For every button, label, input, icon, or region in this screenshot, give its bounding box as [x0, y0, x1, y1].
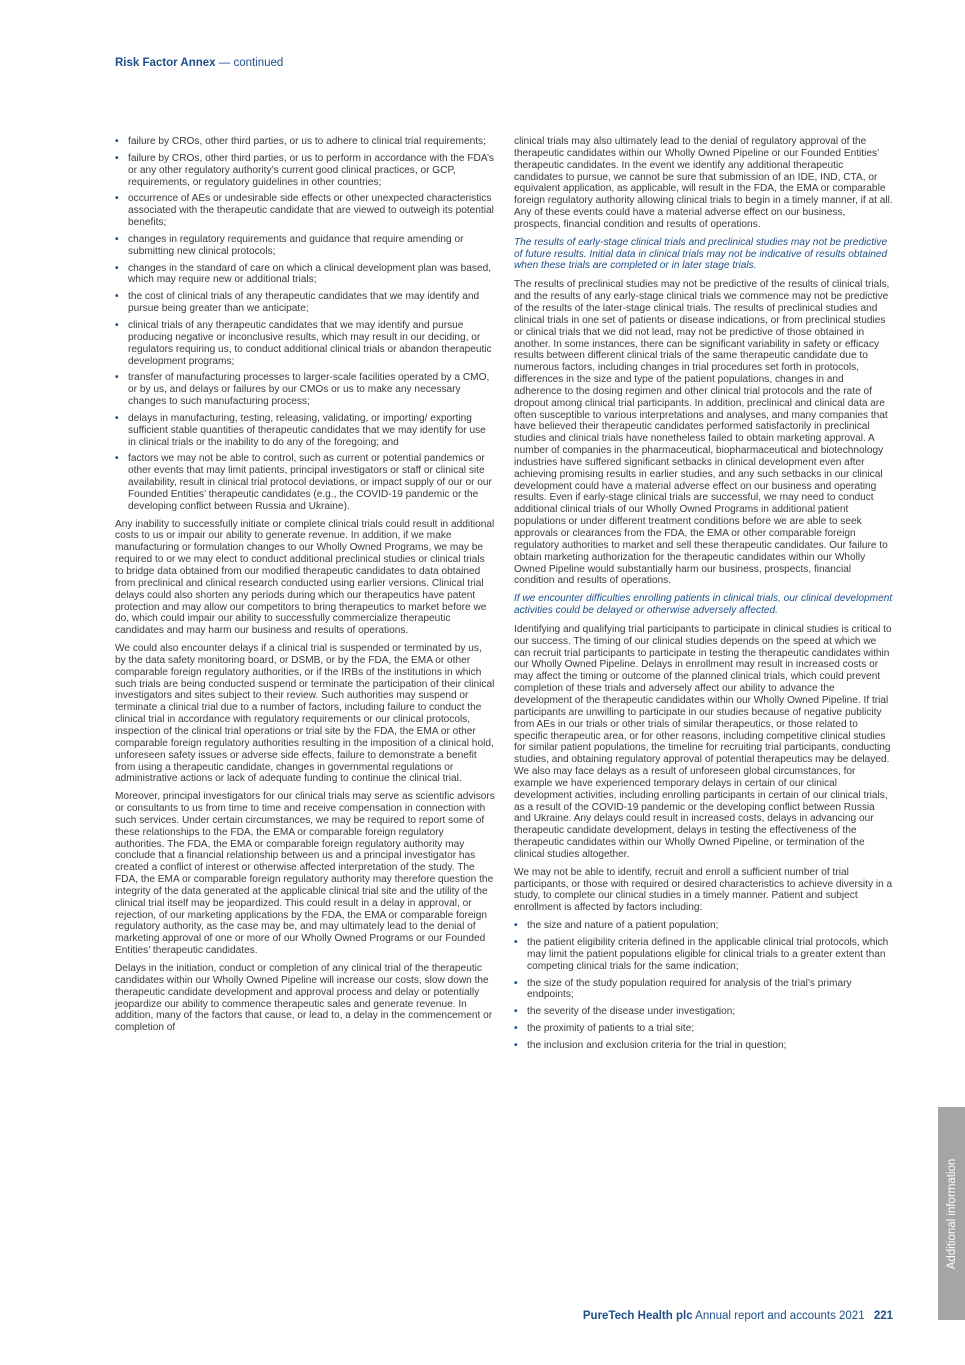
paragraph: The results of preclinical studies may not be predictive of the results of clinical trials, and the results of any early-stage clinical trials we commence may not be predictive of the results of the later-stage clinical trials. The results of preclinical studies and clinical trials in one set of patients or disease indications, or from preclinical studies or clinical trials that we did not lead, may not be predictive of those obtained in another. In some instances, there can be significant variability in safety or efficacy results between different clinical trials of the same therapeutic candidate due to numerous factors, including changes in trial procedures set forth in protocols, differences in the size and type of the patient populations, changes in and adherence to the dosing regimen and other clinical trial protocols and the rate of dropout among clinical trial participants. In addition, preclinical and clinical data are often susceptible to various interpretations and analyses, and many companies that have believed their therapeutic candidates performed satisfactorily in preclinical studies and clinical trials have nonetheless failed to obtain marketing approval. A number of companies in the pharmaceutical, biopharmaceutical and biotechnology industries have suffered significant setbacks in clinical development even after achieving promising results in earlier studies, and any such setbacks in our clinical development could have a material adverse effect on our business and operating results. Even if early-stage clinical trials are successful, we may need to conduct additional clinical trials of our Wholly Owned Programs in additional patient populations or under different treatment conditions before we are able to seek approvals or clearances from the FDA, the EMA or other comparable foreign regulatory authorities to market and sell these therapeutic candidates. Our failure to obtain marketing authorization for the therapeutic candidates within our Wholly Owned Pipeline would substantially harm our business, prospects, financial condition and results of operations.	[514, 279, 890, 587]
subheading: The results of early-stage clinical trials and preclinical studies may not be predictive of future results. Initial data in clinical trials may not be indicative of results obtained when these trials are completed or in later stage trials.	[514, 236, 888, 272]
list-item: • failure by CROs, other third parties, or us to perform in accordance with the FDA’s or any other regulatory authority’s current good clinical practices, or GCP, requirements, or regulatory guidelines in other countries;	[115, 153, 495, 189]
list-item: • transfer of manufacturing processes to larger-scale facilities operated by a CMO, or by us, and delays or failures by our CMOs or us to make any necessary changes to such manufacturing process;	[115, 372, 495, 408]
list-item: • occurrence of AEs or undesirable side effects or other unexpected characteristics associated with the therapeutic candidate that are viewed to outweigh its potential benefits;	[115, 193, 495, 229]
bullet-list-enrollment	[514, 920, 894, 1052]
section-title: Risk Factor Annex	[115, 57, 216, 69]
paragraph: Delays in the initiation, conduct or completion of any clinical trial of the therapeutic candidates within our Wholly Owned Pipeline will increase our costs, slow down the therapeutic candidate development and approval process and delay or potentially jeopardize our ability to commence therapeutic sales and generate revenue. In addition, many of the factors that cause, or lead to, a delay in the commencement or completion of	[115, 963, 493, 1034]
list-item: • the proximity of patients to a trial site;	[514, 1023, 894, 1035]
bullet-list-top	[115, 136, 495, 513]
paragraph: Identifying and qualifying trial participants to participate in clinical studies is critical to our success. The timing of our clinical studies depends on the speed at which we can recruit trial participants to participate in testing the therapeutic candidates within our Wholly Owned Pipeline. Delays in enrollment may result in increased costs or may affect the timing or outcome of the planned clinical trials, which could prevent completion of these trials and adversely affect our ability to advance the development of the therapeutic candidates within our Wholly Owned Pipeline. If trial participants are unwilling to participate in our studies because of negative publicity from AEs in our trials or other trials of similar therapeutics, or those related to specific therapeutic area, or for other reasons, including competitive clinical studies for similar patient populations, the timeline for recruiting trial participants, conducting studies, and obtaining regulatory approval of potential therapeutics may be delayed. We also may face delays as a result of unforeseen global circumstances, for example we have experienced temporary delays in certain of our clinical development activities, including enrolling participants in certain of our clinical trials, as a result of the COVID-19 pandemic or the developing conflict between Russia and Ukraine. Any delays could result in increased costs, delays in advancing our therapeutic candidate development, delays in testing the effectiveness of the therapeutic candidates within our Wholly Owned Pipeline, or termination of the clinical studies altogether.	[514, 623, 892, 860]
list-item: • factors we may not be able to control, such as current or potential pandemics or other events that may limit patients, principal investigators or staff or clinical site availability, result in clinical trial protocol deviations, or impact supply of our or our Founded Entities’ therapeutic candidates (e.g., the COVID-19 pandemic or the developing conflict between Russia and Ukraine).	[115, 453, 495, 512]
page-footer	[583, 1310, 893, 1322]
list-item: • the inclusion and exclusion criteria for the trial in question;	[514, 1040, 894, 1052]
report-title: Annual report and accounts 2021	[695, 1310, 865, 1322]
list-item: • clinical trials of any therapeutic candidates that we may identify and pursue producing negative or inconclusive results, which may result in our deciding, or regulators requiring us, to conduct additional clinical trials or abandon therapeutic development programs;	[115, 320, 495, 367]
list-item: • delays in manufacturing, testing, releasing, validating, or importing/ exporting sufficient stable quantities of therapeutic candidates that we may identify for use in clinical trials or the inability to do any of the foregoing; and	[115, 413, 495, 449]
paragraph: Any inability to successfully initiate or complete clinical trials could result in additional costs to us or impair our ability to generate revenue. In addition, if we make manufacturing or formulation changes to our Wholly Owned Programs, we may be required to or we may elect to conduct additional preclinical studies or clinical trials to bridge data obtained from our modified therapeutic candidates to data obtained from preclinical and clinical research conducted using earlier versions. Clinical trial delays could also shorten any periods during which our therapeutics have patent protection and may allow our competitors to bring therapeutics to market before we do, which could impair our ability to successfully commercialize therapeutic candidates and may harm our business and results of operations.	[115, 518, 495, 637]
list-item: • the patient eligibility criteria defined in the applicable clinical trial protocols, which may limit the patient populations eligible for clinical trials to a greater extent than competing clinical trials for the same indication;	[514, 937, 894, 973]
section-side-tab	[938, 1107, 965, 1320]
paragraph: clinical trials may also ultimately lead to the denial of regulatory approval of the therapeutic candidates within our Wholly Owned Pipeline or our Founded Entities’ therapeutic candidates. In the event we identify any additional therapeutic candidates to pursue, we cannot be sure that submission of an IDE, IND, CTA, or equivalent application, as applicable, will result in the FDA, the EMA or comparable foreign regulatory authority allowing clinical trials to begin in a timely manner, if at all. Any of these events could have a material adverse effect on our business, prospects, financial condition and results of operations.	[514, 136, 893, 230]
company-name: PureTech Health plc	[582, 1310, 693, 1322]
continued-label: — continued	[218, 57, 284, 69]
list-item: • failure by CROs, other third parties, or us to adhere to clinical trial requirements;	[115, 136, 495, 148]
page-number: 221	[873, 1310, 893, 1322]
running-header	[115, 57, 283, 69]
list-item: • the cost of clinical trials of any therapeutic candidates that we may identify and pursue being greater than we anticipate;	[115, 291, 495, 315]
list-item: • the size of the study population required for analysis of the trial’s primary endpoints;	[514, 978, 894, 1002]
side-tab-label: Additional information	[945, 1158, 958, 1269]
paragraph: We could also encounter delays if a clinical trial is suspended or terminated by us, by the data safety monitoring board, or DSMB, or by the FDA, the EMA or other comparable foreign regulatory authorities, or if the IRBs of the institutions in which such trials are being conducted suspend or terminate the participation of their clinical investigators and sites subject to their review. Such authorities may suspend or terminate a clinical trial due to a number of factors, including failure to conduct the clinical trial in accordance with regulatory requirements or our clinical protocols, inspection of the clinical trial operations or trial site by the FDA, the EMA or other comparable foreign regulatory authorities resulting in the imposition of a clinical hold, unforeseen safety issues or adverse side effects, failure to demonstrate a benefit from using a therapeutic candidate, changes in governmental regulations or administrative actions or lack of adequate funding to continue the clinical trial.	[115, 643, 495, 785]
subheading: If we encounter difficulties enrolling patients in clinical trials, our clinical development activities could be delayed or otherwise adversely affected.	[514, 593, 893, 617]
left-column	[115, 136, 495, 1040]
paragraph: Moreover, principal investigators for our clinical trials may serve as scientific advisors or consultants to us from time to time and receive compensation in connection with such services. Under certain circumstances, we may be required to report some of these relationships to the FDA, the EMA or comparable foreign regulatory authorities. The FDA, the EMA or comparable foreign regulatory authority may conclude that a financial relationship between us and a principal investigator has created a conflict of interest or otherwise affected interpretation of the study. The FDA, the EMA or comparable foreign regulatory authority may therefore question the integrity of the data generated at the applicable clinical trial site and the utility of the clinical trial itself may be jeopardized. This could result in a delay in approval, or rejection, of our marketing applications by the FDA, the EMA or comparable foreign regulatory authority, as the case may be, and may ultimately lead to the denial of marketing approval of one or more of our Wholly Owned Programs or our Founded Entities’ therapeutic candidates.	[115, 791, 495, 957]
list-item: • changes in the standard of care on which a clinical development plan was based, which may require new or additional trials;	[115, 263, 495, 287]
list-item: • the size and nature of a patient population;	[514, 920, 894, 932]
list-item: • the severity of the disease under investigation;	[514, 1006, 894, 1018]
right-column	[514, 136, 894, 1058]
paragraph: We may not be able to identify, recruit and enroll a sufficient number of trial participants, or those with required or desired characteristics to achieve diversity in a study, to complete our clinical studies in a timely manner. Patient and subject enrollment is affected by factors including:	[514, 866, 893, 914]
list-item: • changes in regulatory requirements and guidance that require amending or submitting new clinical protocols;	[115, 234, 495, 258]
